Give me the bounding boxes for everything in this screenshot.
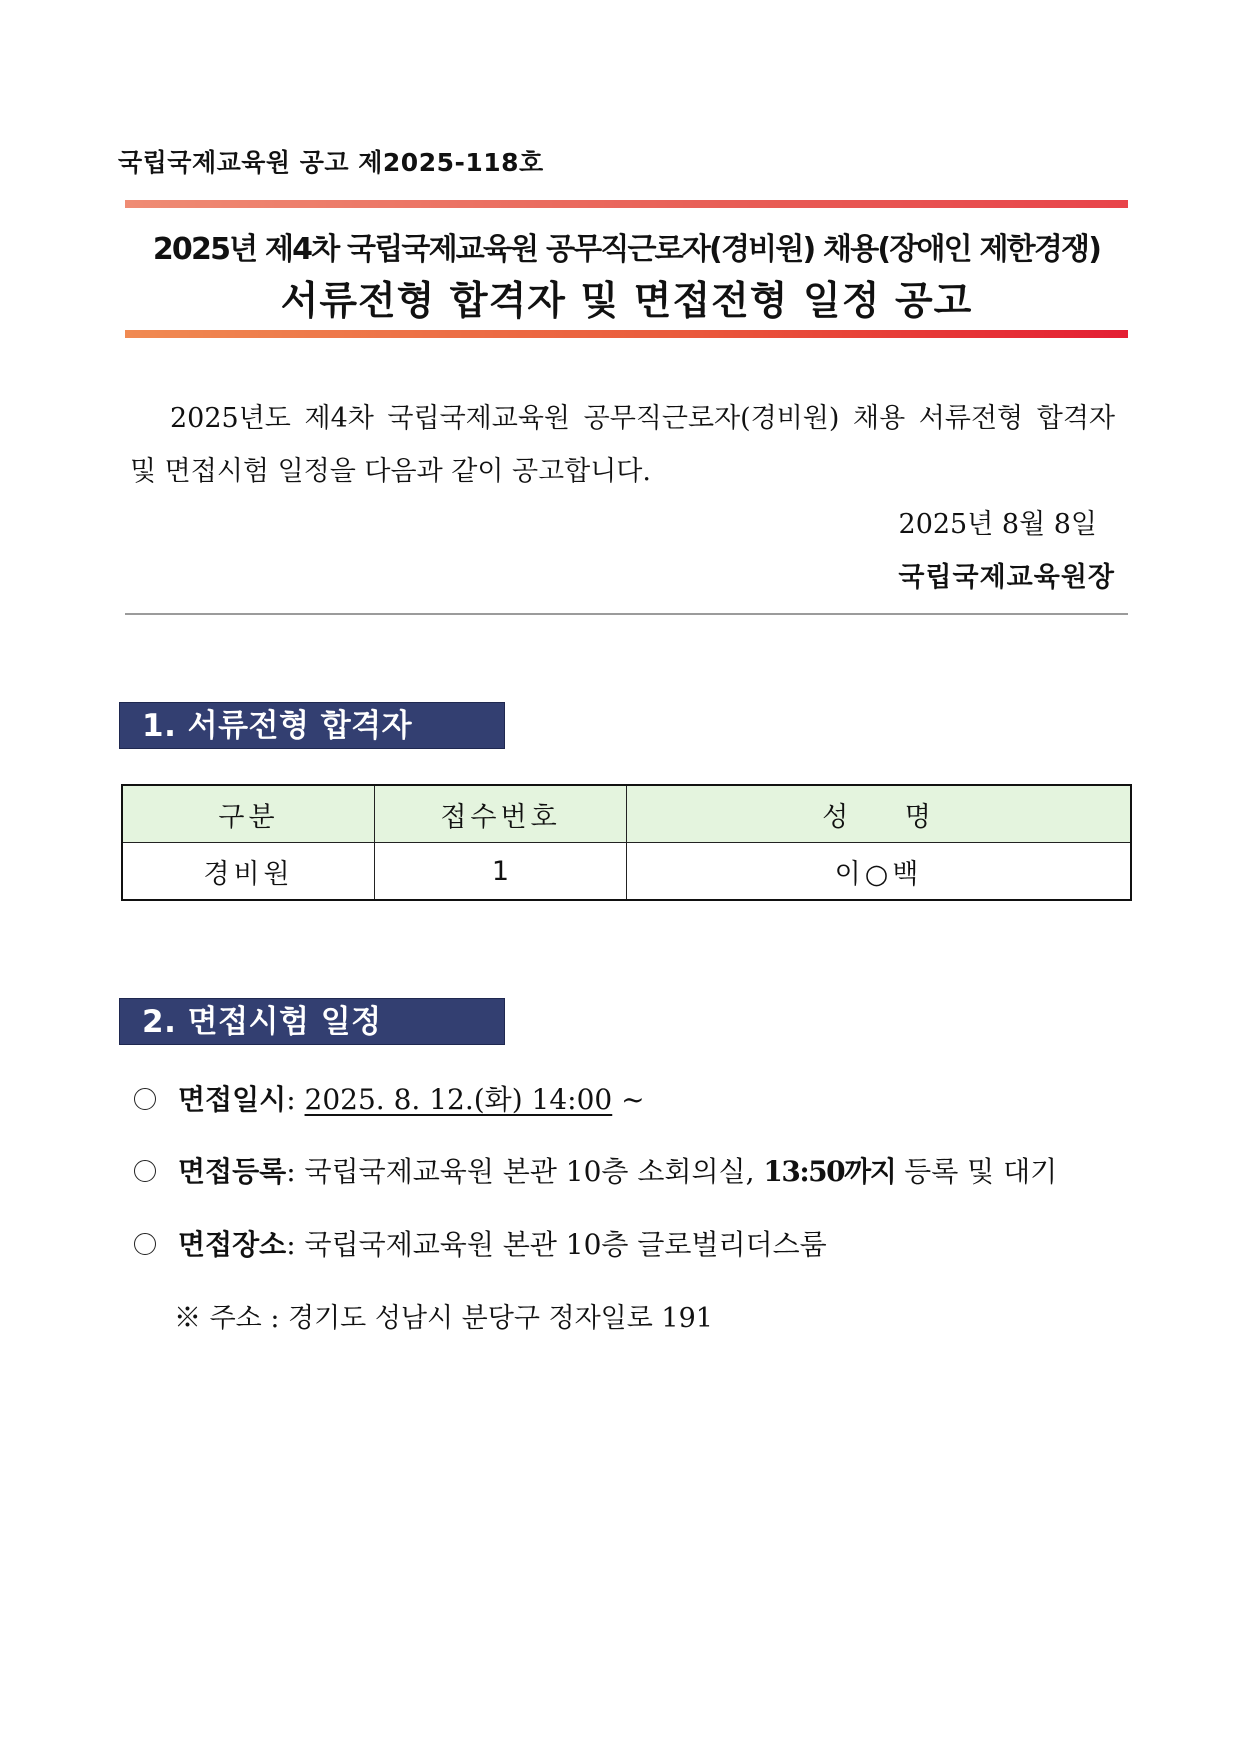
table-cell-receipt-no: 1 [375,843,627,901]
title-top-bar [125,200,1128,208]
notice-date: 2025년 8월 8일 [898,509,1097,540]
circle-bullet-icon [134,1233,156,1255]
table-header-receipt-no: 접수번호 [375,785,627,843]
divider [125,613,1128,615]
intro-text: 2025년도 제4차 국립국제교육원 공무직근로자(경비원) 채용 서류전형 합격자 및 면접시험 일정을 다음과 같이 공고합니다. [130,403,1115,487]
circle-bullet-icon [134,1088,156,1110]
item-label: 면접장소 [178,1228,287,1261]
table-header-category: 구분 [122,785,375,843]
item-label: 면접등록 [178,1155,287,1188]
item-suffix: 등록 및 대기 [895,1155,1058,1188]
section2-heading: 2. 면접시험 일정 [119,998,505,1045]
item-label: 면접일시 [178,1083,287,1116]
section1-heading: 1. 서류전형 합격자 [119,702,505,749]
interview-location-value: 국립국제교육원 본관 10층 글로벌리더스룸 [304,1228,827,1261]
interview-registration-item: 면접등록: 국립국제교육원 본관 10층 소회의실, 13:50까지 등록 및 대기 [134,1150,1057,1190]
table-row [122,843,1131,901]
registration-place: 국립국제교육원 본관 10층 소회의실 [304,1155,746,1188]
circle-bullet-icon [134,1160,156,1182]
table-header-row [122,785,1131,843]
document-title-line2: 서류전형 합격자 및 면접전형 일정 공고 [280,279,973,324]
item-suffix: ~ [612,1083,645,1116]
registration-deadline: 13:50까지 [763,1155,896,1188]
intro-paragraph [130,392,1115,498]
interview-datetime-value: 2025. 8. 12.(화) 14:00 [304,1083,613,1116]
table-cell-category: 경비원 [122,843,375,901]
signer: 국립국제교육원장 [898,562,1115,593]
table-header-name: 성 명 [627,785,1132,843]
table-cell-name: 이○백 [627,843,1132,901]
document-title-line1: 2025년 제4차 국립국제교육원 공무직근로자(경비원) 채용(장애인 제한경쟁) [152,232,1101,267]
address-note: ※ 주소 : 경기도 성남시 분당구 정자일로 191 [174,1303,713,1334]
title-bottom-bar [125,330,1128,338]
interview-datetime-item: 면접일시: 2025. 8. 12.(화) 14:00 ~ [134,1078,645,1118]
interview-location-item: 면접장소: 국립국제교육원 본관 10층 글로벌리더스룸 [134,1223,827,1263]
passers-table [121,784,1132,901]
notice-number: 국립국제교육원 공고 제2025-118호 [118,148,544,177]
